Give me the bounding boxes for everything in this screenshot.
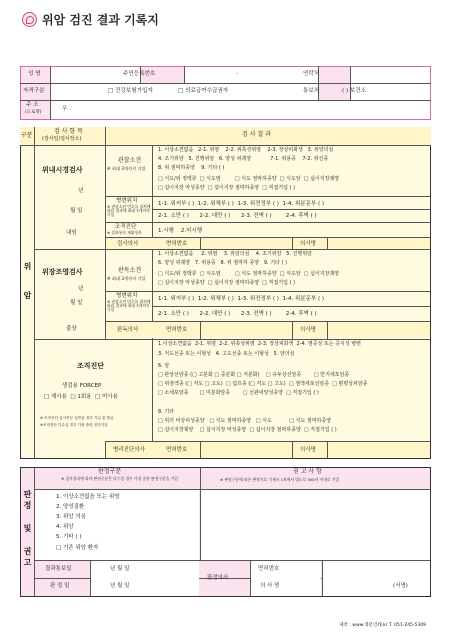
qualification-option-2[interactable]: □ 의료급여수급권자	[178, 88, 229, 94]
biopsy-result-row2[interactable]: 3. 저도선종 또는 이형성 4. 고도선종 또는 이형성 5. 암의심	[158, 351, 295, 357]
biopsy-cancer-row3[interactable]: □ 소세포암종 □ 미분화암종 □ 선관내양성종양 □ 직접기입 ( )	[158, 390, 319, 396]
biopsy-title: 조직진단	[77, 362, 105, 370]
judgment-recommend-note: ※ 판정구분에 따른 판정기호 기재시 1차에서 별도로 300자 이내로 기입	[220, 477, 340, 482]
footer-credit: 제작 : www.영문인쇄.kr T. 051-245-5309	[339, 623, 426, 628]
address-field[interactable]: 우 .	[62, 106, 71, 112]
biopsy-cancer-row1[interactable]: □ 관상선암종 (□ 고분화 □ 중분화 □ 저분화) □ 유두상선암종 □ 반지세포암종	[158, 372, 350, 378]
notify-label: 통보처	[303, 88, 320, 94]
id-value[interactable]: -	[236, 71, 239, 77]
endoscopy-lesion-note: ※ 관찰소견 번호를 위치에 따라 결과에 최대 3개까지 기입	[107, 204, 151, 218]
series-visual-label: 판독소견	[118, 267, 142, 274]
id-label: 주민등록번호	[123, 71, 156, 77]
judgment-category-note: ※ 검사결과에 따라 판정구분은 다수일 경우 가장 중한 판정구분을 기입	[61, 476, 178, 481]
judge-signature-field[interactable]: (서명)	[393, 583, 408, 589]
contact-label: 연락처	[303, 71, 320, 77]
name-label: 성 명	[28, 71, 41, 77]
endoscopy-finding-row1[interactable]: 1. 이상소견없음 2-1. 위염 2-2. 위축성위염 2-3. 장상피화생 3. 위양의심	[158, 147, 334, 153]
judgment-category-label: 판정구분	[98, 468, 122, 475]
biopsy-other-label: 8. 기타	[158, 409, 175, 415]
biopsy-note-1: ※ 조직진단 실시여부 일반을 경우 기입 총 발급	[40, 416, 114, 420]
series-license-label: 면허번호	[166, 327, 188, 333]
series-finding-row1[interactable]: 1. 이상소견없음 2. 위염 3. 위암의심 4. 조기위암 5. 진행위암	[158, 251, 312, 257]
judgment-option-1[interactable]: 1. 이상소견없음 또는 위염	[56, 494, 120, 500]
result-date-label: 결과통보일	[45, 566, 72, 572]
judge-date-label: 판 정 일	[50, 583, 70, 589]
series-checkbox-row2[interactable]: □ 십이지장 악성종양 □ 십이지장 점막하종양 □ 직접기입 ( )	[158, 280, 296, 286]
series-visit: 출장	[66, 326, 77, 332]
series-title: 위장조영검사	[42, 268, 83, 276]
series-checkbox-row1[interactable]: □ 식도/위 정맥류 □ 식도염 □ 식도 점막하종양 □ 식도암 □ 십이지장궤양	[158, 271, 340, 277]
series-month-day[interactable]: 월 일	[70, 300, 83, 306]
endoscopy-finding-row3[interactable]: 8. 위 점막하종양 9. 기타 ( )	[158, 165, 225, 171]
biopsy-other-row2[interactable]: □ 십이지장궤양 □ 십이지장 악성종양 □ 십이지장 점막하종양 □ 직접기입 ( )	[158, 427, 337, 433]
biopsy-method-options[interactable]: □ 재사용 □ 1회용 □ 미사용	[44, 394, 118, 400]
endoscopy-visit: 내원	[66, 230, 77, 236]
series-signature-label: 의사명	[300, 327, 316, 333]
stomach-side-label: 위 암	[23, 262, 32, 305]
endoscopy-month-day[interactable]: 월 일	[70, 208, 83, 214]
endoscopy-visual-note: ※ 최대 3개까지 기입	[107, 166, 146, 171]
biopsy-other-row1[interactable]: □ 위의 비상피성종양 □ 식도 점막하종양 □ 식도 □ 식도 점막하종양	[158, 418, 332, 424]
endoscopy-signature-label: 의사명	[300, 241, 316, 247]
endoscopy-lesion-label: 병변위치	[116, 198, 138, 204]
address-sublabel: (도로명)	[25, 110, 42, 115]
endoscopy-finding-row2[interactable]: 4. 조기위암 5. 진행위암 6. 양성 위궤양 7-1. 위용종 7-2. 위선종	[158, 156, 329, 162]
endoscopy-biopsy-note: ※ 결과통보 제외항목	[107, 230, 142, 235]
header-category: 구분	[21, 132, 33, 139]
endoscopy-license-label: 면허번호	[166, 241, 188, 247]
pathologist-license-label: 면허번호	[166, 447, 188, 453]
pathologist-label: 병리진단의사	[113, 447, 145, 453]
biopsy-method-label: 생검용 FORCEP	[62, 383, 102, 389]
judgment-side-label: 판정 및 권고	[23, 490, 32, 569]
series-lesion-label: 병변위치	[116, 293, 138, 299]
endoscopy-lesion-row1[interactable]: 1-1. 위저부 ( ) 1-2. 위체부 ( ) 1-3. 위전정부 ( ) 1-4. 위분문부 ( )	[158, 201, 324, 207]
endoscopy-biopsy-label: 조직진단	[115, 224, 137, 230]
biopsy-result-row1[interactable]: 1.이상소견없음 2-1. 위염 2-2. 위축성위염 2-3. 장상피화생 2-4. 염증성 또는 증식성 병변	[158, 341, 361, 347]
qualification-option-1[interactable]: □ 건강보험가입자	[108, 88, 153, 94]
biopsy-cancer-row2[interactable]: □ 위점액종 (□ 저도 □ 고도) □ 림프종 (□ 저도 □ 고도) □ 점액세포선암종 □ 편평상피암종	[158, 381, 368, 387]
judgment-option-6[interactable]: □ 기존 위암 환자	[56, 545, 99, 551]
judgment-option-4[interactable]: 4. 위암	[56, 524, 74, 530]
series-doctor-label: 판독의사	[117, 327, 139, 333]
address-label: 주 소	[26, 102, 39, 108]
endoscopy-biopsy-options[interactable]: 1.시행 2.미시행	[158, 228, 203, 234]
judgment-option-2[interactable]: 2. 양성질환	[56, 504, 85, 510]
endoscopy-checkbox-row1[interactable]: □ 식도/위 정맥류 □ 식도염 □ 식도 점막하종양 □ 식도암 □ 십이지장궤양	[158, 176, 340, 182]
judge-doctor-label: 판정의사	[207, 575, 229, 581]
series-visual-note: ※ 최대 3개까지 기입	[107, 276, 146, 281]
page-title: 위암 검진 결과 기록지	[42, 13, 159, 27]
header-results: 검 사 결 과	[242, 131, 271, 138]
judge-signature-label: 의 사 명	[260, 583, 280, 589]
endoscopy-doctor-label: 검사의사	[117, 241, 139, 247]
qualification-label: 자격구분	[23, 88, 45, 94]
result-date-field[interactable]: 년 월 일	[110, 566, 130, 572]
series-finding-row2[interactable]: 6. 양성 위궤양 7. 위용종 8. 위 점막하 종양 9. 기타 ( )	[158, 260, 287, 266]
endoscopy-title: 위내시경검사	[42, 166, 83, 174]
endoscopy-year[interactable]: 년	[78, 188, 84, 194]
endoscopy-lesion-row2[interactable]: 2-1. 소만 ( ) 2-2. 대만 ( ) 2-3. 전벽 ( ) 2-4. 후벽 ( )	[158, 213, 317, 219]
judge-date-field[interactable]: 년 월 일	[110, 583, 130, 589]
pathologist-signature-label: 의사명	[300, 447, 316, 453]
endoscopy-visual-label: 관찰소견	[118, 157, 142, 164]
judgment-option-3[interactable]: 3. 위암 의심	[56, 514, 86, 520]
header-items: 검 사 항 목	[54, 128, 83, 135]
biopsy-cancer-label: 6. 암	[158, 363, 170, 369]
stomach-logo-icon	[22, 12, 37, 27]
series-year[interactable]: 년	[78, 286, 84, 292]
series-lesion-row2[interactable]: 2-1. 소만 ( ) 2-2. 대만 ( ) 2-3. 전벽 ( ) 2-4. 후벽 ( )	[158, 311, 317, 317]
health-center-field[interactable]: ( ) 보건소	[342, 88, 367, 94]
judgment-recommend-label: 권 고 사 항	[293, 468, 322, 475]
series-lesion-row1[interactable]: 1-1. 위저부 ( ) 1-2. 위체부 ( ) 1-3. 위전정부 ( ) 1-4. 위분문부 ( )	[158, 296, 324, 302]
judgment-option-5[interactable]: 5. 기타 ( )	[56, 534, 82, 540]
biopsy-note-2: ※조직진단 다수일 경우 가장 중한 진단기입	[40, 423, 108, 427]
series-lesion-note: ※ 관찰소견 번호를 위치에 따라 결과에 최대 3개까지 기입	[107, 299, 151, 313]
header-items-sub: (검사일/검사장소)	[42, 136, 82, 142]
endoscopy-checkbox-row2[interactable]: □ 십이지장 악성종양 □ 십이지장 점막하종양 □ 직접기입 ( )	[158, 185, 296, 191]
judge-license-label: 면허번호	[258, 566, 280, 572]
